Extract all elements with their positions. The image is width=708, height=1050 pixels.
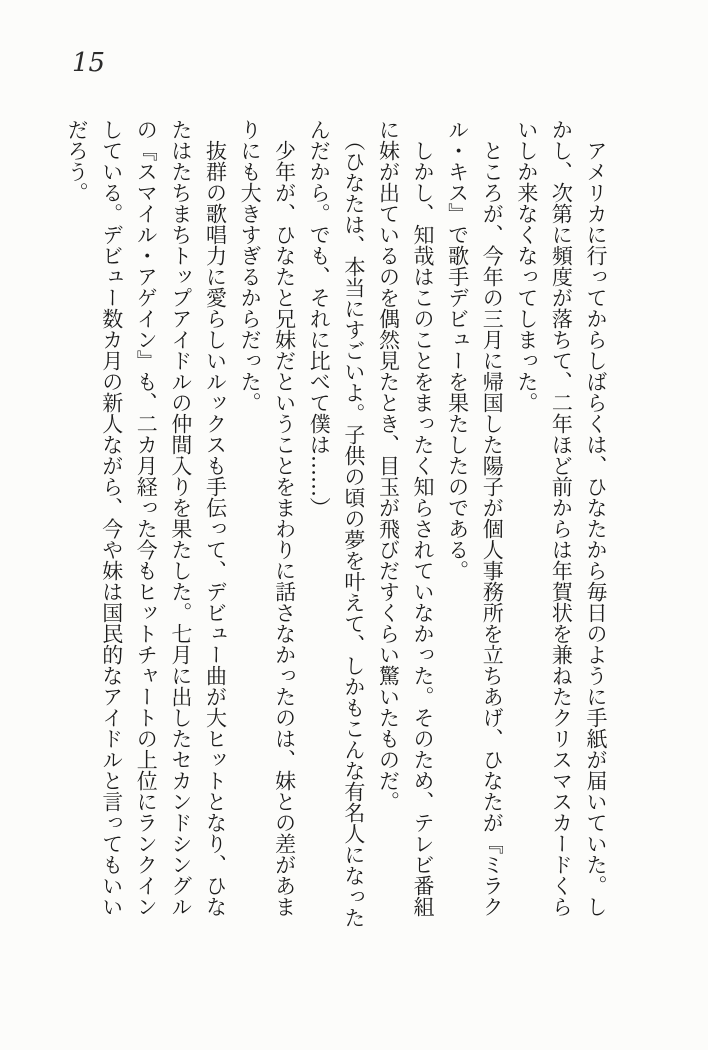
paragraph-4-inner-monologue: （ひなたは、本当にすごいよ。子供の頃の夢を叶えて、しかもこんな有名人になったんだから。でも、それに比べて僕は……） <box>307 119 366 928</box>
paragraph-5: 少年が、ひなたと兄妹だということをまわりに話さなかったのは、妹との差があまりにも大きすぎるからだった。 <box>238 119 297 917</box>
paragraph-6: 抜群の歌唱力に愛らしいルックスも手伝って、デビュー曲が大ヒットとなり、ひなたはたちまちトップアイドルの仲間入りを果たした。七月に出したセカンドシングルの『スマイル・アゲイン』も、二カ月経った今もヒットチャートの上位にランクインしている。デビュー数カ月の新人ながら、今や妹は国民的なアイドルと言ってもいいだろう。 <box>65 119 228 917</box>
body-text <box>60 119 614 928</box>
paragraph-3: しかし、知哉はこのことをまったく知らされていなかった。そのため、テレビ番組に妹が出ているのを偶然見たとき、目玉が飛びだすくらい驚いたものだ。 <box>376 119 436 917</box>
page-number: 15 <box>72 48 106 78</box>
paragraph-2: ところが、今年の三月に帰国した陽子が個人事務所を立ちあげ、ひなたが『ミラクル・キス』で歌手デビューを果たしたのである。 <box>445 119 505 917</box>
paragraph-1: アメリカに行ってからしばらくは、ひなたから毎日のように手紙が届いていた。しかし、次第に頻度が落ちて、二年ほど前からは年賀状を兼ねたクリスマスカードくらいしか来なくなってしまった。 <box>514 119 608 917</box>
